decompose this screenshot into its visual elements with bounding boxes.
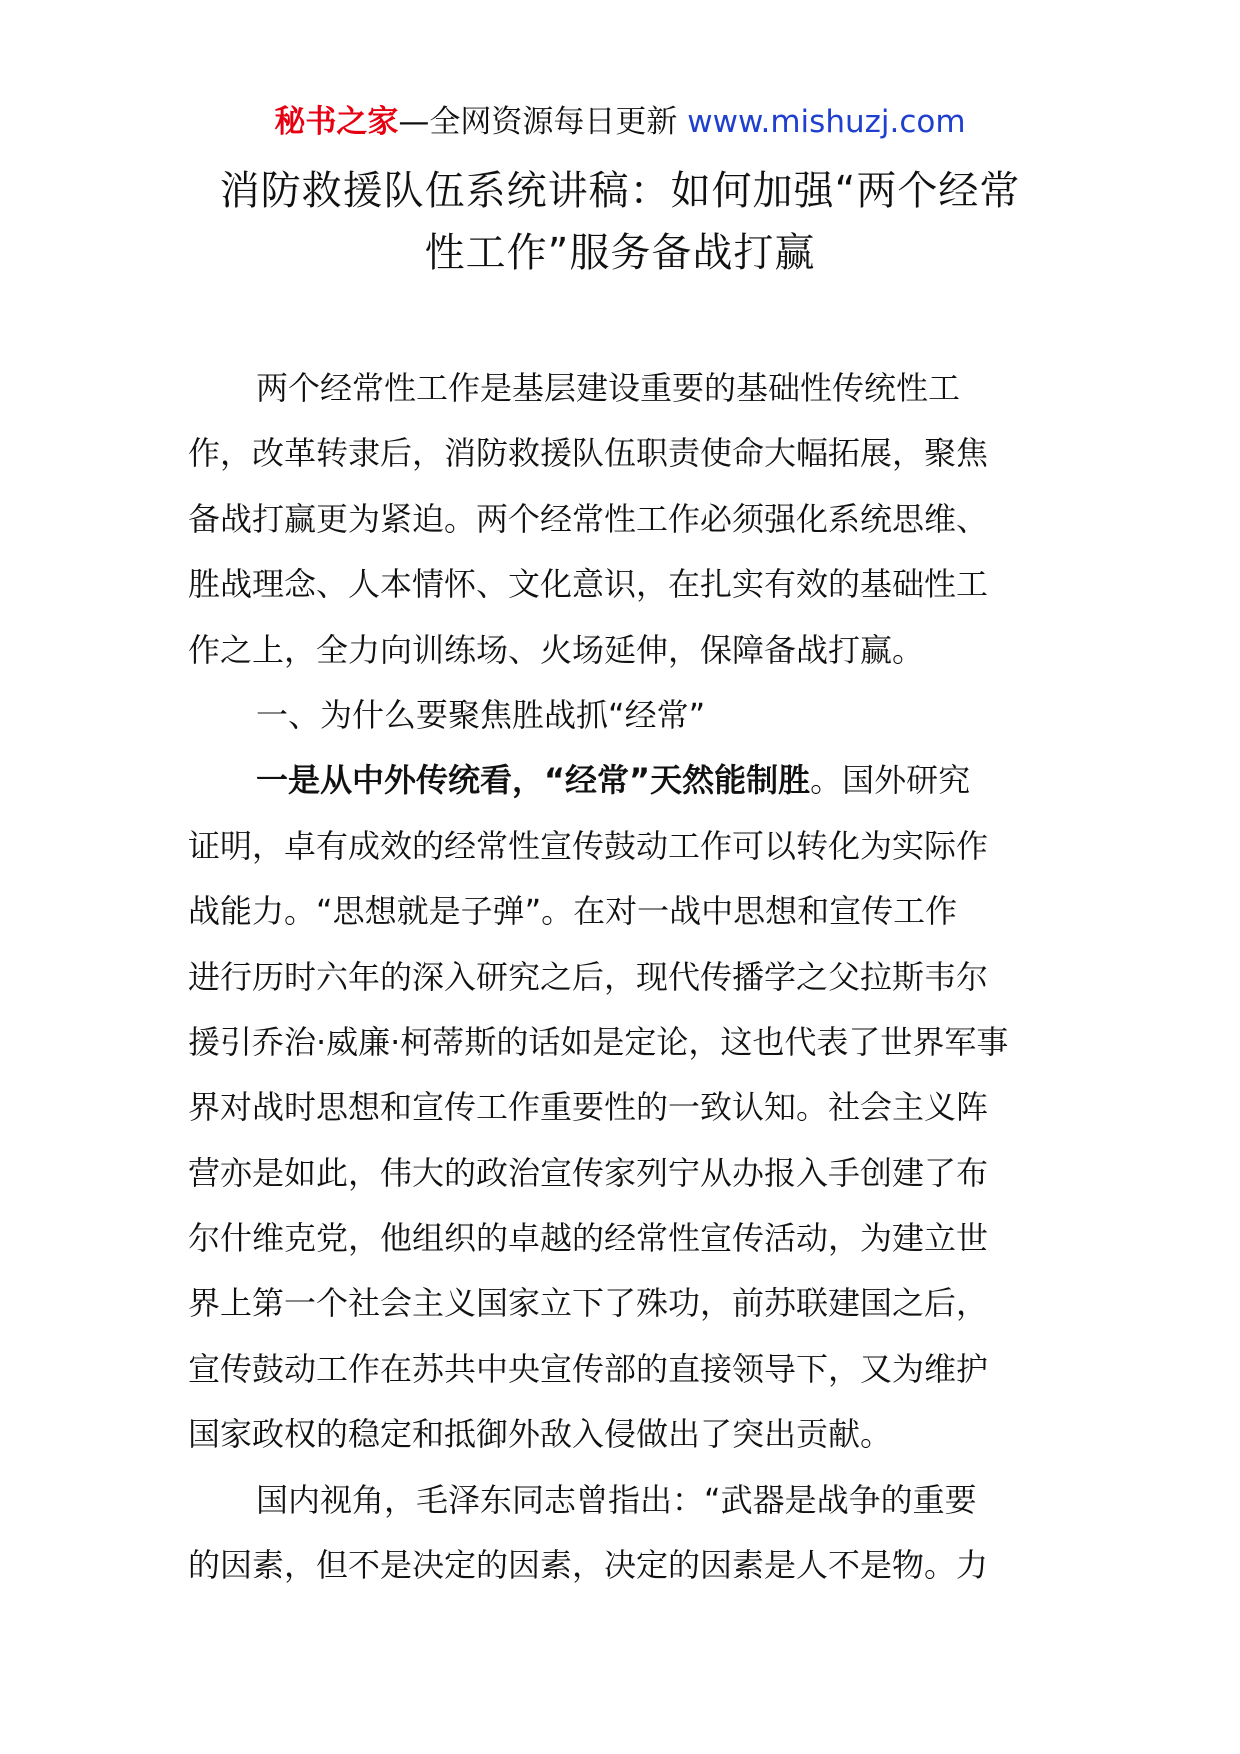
site-brand: 秘书之家: [274, 104, 399, 140]
document-body: [188, 356, 1050, 1598]
text-line: 战能力。“思想就是子弹”。在对一战中思想和宣传工作: [188, 892, 958, 931]
text-line: 作，改革转隶后，消防救援队伍职责使命大幅拓展，聚焦: [188, 434, 989, 473]
text-line: 胜战理念、人本情怀、文化意识，在扎实有效的基础性工: [188, 565, 989, 604]
text-line: 营亦是如此，伟大的政治宣传家列宁从办报入手创建了布: [188, 1153, 989, 1192]
section-heading: 一、为什么要聚焦胜战抓“经常”: [256, 695, 706, 734]
text-line: 备战打赢更为紧迫。两个经常性工作必须强化系统思维、: [188, 499, 989, 538]
paragraph-tradition: [188, 748, 1050, 1467]
document-title: [150, 160, 1090, 284]
site-slogan: —全网资源每日更新: [398, 104, 688, 140]
text-line: [188, 748, 1050, 813]
text-line: 援引乔治·威廉·柯蒂斯的话如是定论，这也代表了世界军事: [188, 1022, 1009, 1061]
title-line-2: 性工作”服务备战打赢: [424, 230, 816, 276]
paragraph-domestic: [188, 1468, 1050, 1599]
text-line: 尔什维克党，他组织的卓越的经常性宣传活动，为建立世: [188, 1219, 989, 1258]
text-line: 证明，卓有成效的经常性宣传鼓动工作可以转化为实际作: [188, 826, 989, 865]
text-line: 进行历时六年的深入研究之后，现代传播学之父拉斯韦尔: [188, 957, 989, 996]
lead-rest-text: 。国外研究: [810, 761, 971, 800]
title-line-1: 消防救援队伍系统讲稿：如何加强“两个经常: [219, 168, 1021, 214]
site-url-link[interactable]: www.mishuzj.com: [687, 104, 966, 140]
text-line: 国内视角，毛泽东同志曾指出：“武器是战争的重要: [256, 1480, 977, 1519]
text-line: 两个经常性工作是基层建设重要的基础性传统性工: [256, 369, 961, 407]
text-line: 界对战时思想和宣传工作重要性的一致认知。社会主义阵: [188, 1088, 989, 1127]
text-line: 作之上，全力向训练场、火场延伸，保障备战打赢。: [188, 630, 925, 669]
paragraph-intro: [188, 356, 1050, 683]
text-line: 宣传鼓动工作在苏共中央宣传部的直接领导下，又为维护: [188, 1349, 989, 1388]
text-line: 的因素，但不是决定的因素，决定的因素是人不是物。力: [188, 1546, 989, 1585]
text-line: 国家政权的稳定和抵御外敌入侵做出了突出贡献。: [188, 1415, 893, 1454]
bold-lead-text: 一是从中外传统看，“经常”天然能制胜: [256, 761, 811, 800]
site-header: [0, 100, 1240, 144]
text-line: 界上第一个社会主义国家立下了殊功，前苏联建国之后，: [188, 1284, 989, 1323]
